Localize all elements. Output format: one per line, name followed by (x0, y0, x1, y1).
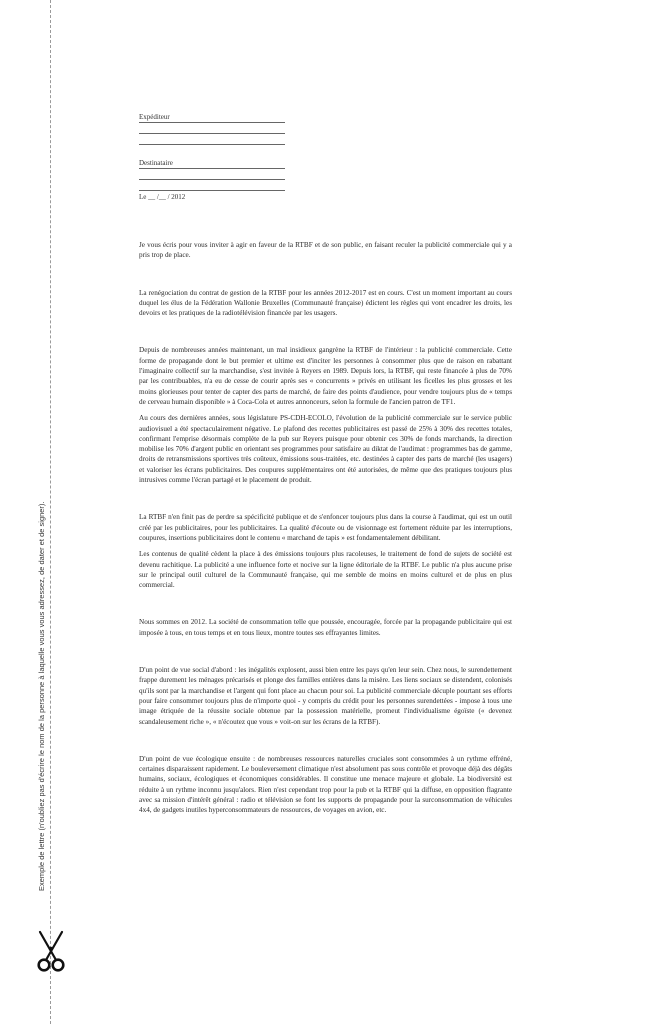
scissors-icon (36, 930, 66, 974)
recipient-line-3[interactable] (139, 180, 285, 191)
letter-body (139, 240, 512, 816)
paragraph: La renégociation du contrat de gestion de la RTBF pour les années 2012-2017 est en cours. C'est un moment important au cours duquel les élus de la Fédération Wallonie Bruxelles (Communauté française) édictent les règles qui vont encadrer les droits, les devoirs et les pratiques de la radiotélévision financée par les usagers. (139, 288, 512, 318)
recipient-line-2[interactable] (139, 169, 285, 180)
sender-line-2[interactable] (139, 123, 285, 134)
sender-line-3[interactable] (139, 134, 285, 145)
paragraph: Nous sommes en 2012. La société de consommation telle que poussée, encouragée, forcée par la propagande publicitaire qui est imposée à tous, en tous temps et en tous lieux, montre toutes ses effrayantes limites. (139, 618, 512, 637)
sender-label: Expéditeur (139, 113, 170, 121)
paragraph: D'un point de vue social d'abord : les inégalités explosent, aussi bien entre les pays qu'en leur sein. Chez nous, le surendettement frappe durement les ménages précarisés et plonge des familles entières dans la misère. Les liens sociaux se distendent, colonisés qu'ils sont par la marchandise et l'argent qui font place au chacun pour soi. La publicité commerciale décuple pourtant ses efforts pour faire consommer toujours plus de n'importe quoi - y compris du crédit pour les personnes surendettées - impose à tous une image étriquée de la réussite sociale obtenue par la possession matérielle, promeut l'individualisme égoïste (« devenez scandaleusement riche », « n'écoutez que vous » voit-on sur les écrans de la RTBF). (139, 666, 512, 726)
address-fields (139, 110, 285, 191)
recipient-label: Destinataire (139, 159, 173, 167)
sender-line[interactable] (139, 110, 285, 123)
side-instruction: Exemple de lettre (n'oubliez pas d'écrire le nom de la personne à laquelle vous vous adressez, de dater et de signer). (37, 501, 46, 891)
date-line: Le __ /__ / 2012 (139, 193, 186, 201)
paragraph: Au cours des dernières années, sous législature PS-CDH-ECOLO, l'évolution de la publicité commerciale sur le service public audiovisuel a été spectaculairement négative. Le plafond des recettes publicitaires est passé de 25% à 30% des recettes totales, confirmant l'emprise désormais complète de la pub sur Reyers puisque pour obtenir ces 30% de fonds marchands, la direction mobilise les 70% d'argent public en orientant ses programmes pour satisfaire au diktat de l'audimat : programmes bas de gamme, droits de retransmissions sportives très coûteux, émissions sous-traitées, etc. destinées à capter des parts de marché (les usagers) et valoriser les écrans publicitaires. Des coupures supplémentaires ont été autorisées, de même que des pratiques toujours plus intrusives comme l'écran partagé et le placement de produit. (139, 414, 512, 485)
paragraph: La RTBF n'en finit pas de perdre sa spécificité publique et de s'enfoncer toujours plus dans la course à l'audimat, qui est un outil créé par les publicitaires, pour les publicitaires. La qualité d'écoute ou de visionnage est fortement réduite par les interruptions, coupures, insertions publicitaires dont le contenu « marchand de tapis » est fondamentalement débilitant. (139, 513, 512, 542)
paragraph: Les contenus de qualité cèdent la place à des émissions toujours plus racoleuses, le traitement de fond de sujets de société est devenu rachitique. La publicité a une influence forte et nocive sur la ligne éditoriale de la RTBF. Le public n'a plus aucune prise sur le principal outil culturel de la Communauté française, qui me semble de moins en moins culturel et de plus en plus commercial. (139, 550, 512, 590)
recipient-line[interactable] (139, 156, 285, 169)
paragraph: D'un point de vue écologique ensuite : de nombreuses ressources naturelles cruciales sont consommées à un rythme effréné, certaines disparaissent rapidement. Le bouleversement climatique n'est absolument pas sous contrôle et provoque déjà des dégâts humains, sociaux, écologiques et économiques considérables. Il constitue une menace majeure et globale. La biodiversité est réduite à un rythme inconnu jusqu'alors. Rien n'est cependant trop pour la pub et la RTBF qui la diffuse, en opposition flagrante avec sa mission d'intérêt général : radio et télévision se font les supports de propagande pour la surconsommation de véhicules 4x4, de gadgets inutiles hyperconsommateurs de ressources, de voyages en avion, etc. (139, 754, 512, 815)
paragraph: Depuis de nombreuses années maintenant, un mal insidieux gangrène la RTBF de l'intérieur : la publicité commerciale. Cette forme de propagande dont le but premier et ultime est d'inciter les personnes à consommer plus que de raison en rabattant l'imaginaire collectif sur la marchandise, s'est invitée à Reyers en 1989. Depuis lors, la RTBF, qui reste financée à plus de 70% par les contribuables, n'a eu de cesse de courir après ses « concurrents » privés en utilisant les ficelles les plus grosses et les moins glorieuses pour tenter de capter des parts de marché, de faire des points d'audience, pour vendre toujours plus de « temps de cerveau humain disponible » à Coca-Cola et autres annonceurs, selon la formule de l'ancien patron de TF1. (139, 346, 512, 406)
cut-line (50, 0, 51, 1024)
paragraph: Je vous écris pour vous inviter à agir en faveur de la RTBF et de son public, en faisant reculer la publicité commerciale qui y a pris trop de place. (139, 241, 512, 260)
